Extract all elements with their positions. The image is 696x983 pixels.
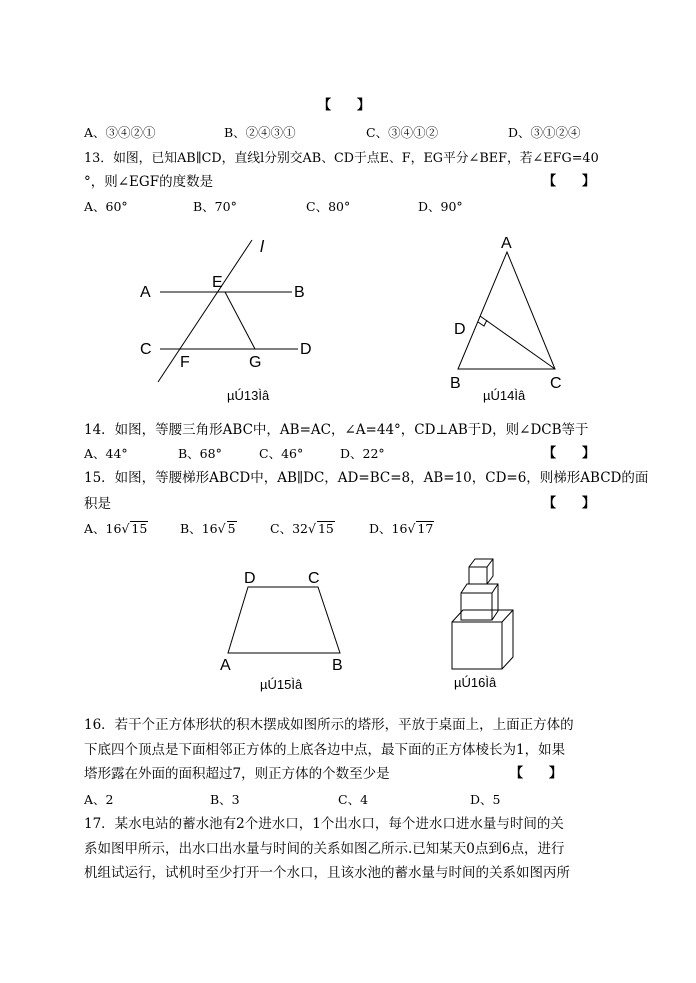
q15-option-d-radicand: 17 [417, 521, 434, 536]
q15-option-b-coef: 16 [201, 521, 218, 536]
figure-14-caption: µÚ14Ìâ [483, 388, 526, 403]
q15-option-a [84, 520, 148, 538]
label-b: B [450, 375, 461, 392]
figure-13 [130, 230, 330, 405]
q14-option-d: D、22° [340, 446, 385, 461]
q15-option-d-label: D、 [369, 521, 392, 536]
q13-option-d: D、90° [418, 199, 463, 214]
figure-15 [210, 560, 370, 695]
q16-text-line2: 下底四个顶点是下面相邻正方体的上底各边中点，最下面的正方体棱长为1，如果 [84, 742, 566, 758]
label-e: E [212, 274, 223, 291]
label-f: F [180, 354, 190, 371]
line-l [158, 240, 252, 382]
sqrt-sign: √ [217, 521, 226, 536]
label-c: C [308, 570, 320, 587]
sqrt-sign: √ [307, 521, 316, 536]
q14-option-b: B、68° [178, 446, 222, 461]
figure-16-caption: µÚ16Ìâ [454, 675, 497, 690]
q14-option-c: C、46° [259, 446, 304, 461]
q15-option-c-coef: 32 [292, 521, 308, 536]
q12-answer-bracket: 【 】 [318, 98, 371, 113]
q12-option-d: D、③①②④ [508, 125, 581, 140]
trapezoid-abcd [228, 587, 340, 653]
middle-cube [461, 584, 498, 620]
q15-answer-bracket: 【 】 [543, 496, 596, 511]
q15-option-a-label: A、 [84, 521, 106, 536]
label-d: D [454, 321, 466, 338]
q15-text-line2: 积是 [84, 496, 111, 512]
q16-answer-bracket: 【 】 [510, 766, 563, 781]
label-b: B [332, 657, 343, 674]
q15-text-line1: 15．如图，等腰梯形ABCD中，AB∥DC，AD=BC=8，AB=10，CD=6，则梯形ABCD的面 [84, 470, 649, 486]
q12-option-c: C、③④①② [366, 125, 439, 140]
label-a: A [501, 235, 512, 252]
q13-answer-bracket: 【 】 [543, 174, 596, 189]
figure-16 [440, 548, 550, 693]
figure-13-caption: µÚ13Ìâ [227, 388, 270, 403]
label-d: D [244, 570, 256, 587]
q16-option-a: A、2 [84, 792, 114, 807]
q13-option-c: C、80° [306, 199, 351, 214]
label-a: A [140, 284, 151, 301]
q15-option-a-coef: 16 [105, 521, 122, 536]
label-c: C [140, 341, 152, 358]
label-c: C [550, 375, 562, 392]
q15-option-c-label: C、 [270, 521, 293, 536]
label-a: A [220, 657, 231, 674]
q16-option-b: B、3 [210, 792, 240, 807]
right-angle-mark [478, 320, 487, 326]
q13-text-line2: °，则∠EGF的度数是 [84, 174, 214, 190]
q16-text-line3: 塔形露在外面的面积超过7，则正方体的个数至少是 [84, 766, 390, 782]
label-b: B [294, 284, 305, 301]
q15-option-b [180, 520, 237, 538]
q13-option-b: B、70° [193, 199, 237, 214]
q17-text-line2: 系如图甲所示，出水口出水量与时间的关系如图乙所示.已知某天0点到6点，进行 [84, 841, 565, 857]
q15-option-a-radicand: 15 [131, 521, 148, 536]
q15-option-d [369, 520, 434, 538]
label-d: D [300, 341, 312, 358]
q12-option-b: B、②④③① [224, 125, 296, 140]
segment-eg [225, 292, 255, 349]
q16-text-line1: 16．若干个正方体形状的积木摆成如图所示的塔形，平放于桌面上，上面正方体的 [84, 717, 574, 733]
q16-option-d: D、5 [470, 792, 501, 807]
q15-option-b-label: B、 [180, 521, 202, 536]
q14-answer-bracket: 【 】 [543, 446, 596, 461]
q17-text-line3: 机组试运行，试机时至少打开一个水口，且该水池的蓄水量与时间的关系如图丙所 [84, 865, 570, 881]
q16-option-c: C、4 [338, 792, 369, 807]
sqrt-sign: √ [121, 521, 130, 536]
q14-option-a: A、44° [84, 446, 128, 461]
label-g: G [249, 354, 262, 371]
label-l: l [260, 237, 264, 256]
q15-option-c [270, 520, 335, 538]
top-cube [469, 559, 493, 584]
q13-text-line1: 13．如图，已知AB∥CD，直线l分别交AB、CD于点E、F，EG平分∠BEF，若∠EFG=40 [84, 151, 599, 166]
q17-text-line1: 17．某水电站的蓄水池有2个进水口，1个出水口，每个进水口进水量与时间的关 [84, 816, 564, 832]
q15-option-c-radicand: 15 [317, 521, 334, 536]
figure-14 [440, 232, 580, 407]
q15-option-d-coef: 16 [391, 521, 408, 536]
figure-15-caption: µÚ15Ìâ [260, 677, 303, 692]
q13-option-a: A、60° [84, 199, 128, 214]
q15-option-b-radicand: 5 [227, 521, 236, 536]
triangle-abc [458, 252, 555, 369]
q12-option-a: A、③④②① [84, 125, 156, 140]
sqrt-sign: √ [407, 521, 416, 536]
q14-text-line1: 14．如图，等腰三角形ABC中，AB=AC，∠A=44°，CD⊥AB于D，则∠DCB等于 [84, 422, 589, 438]
